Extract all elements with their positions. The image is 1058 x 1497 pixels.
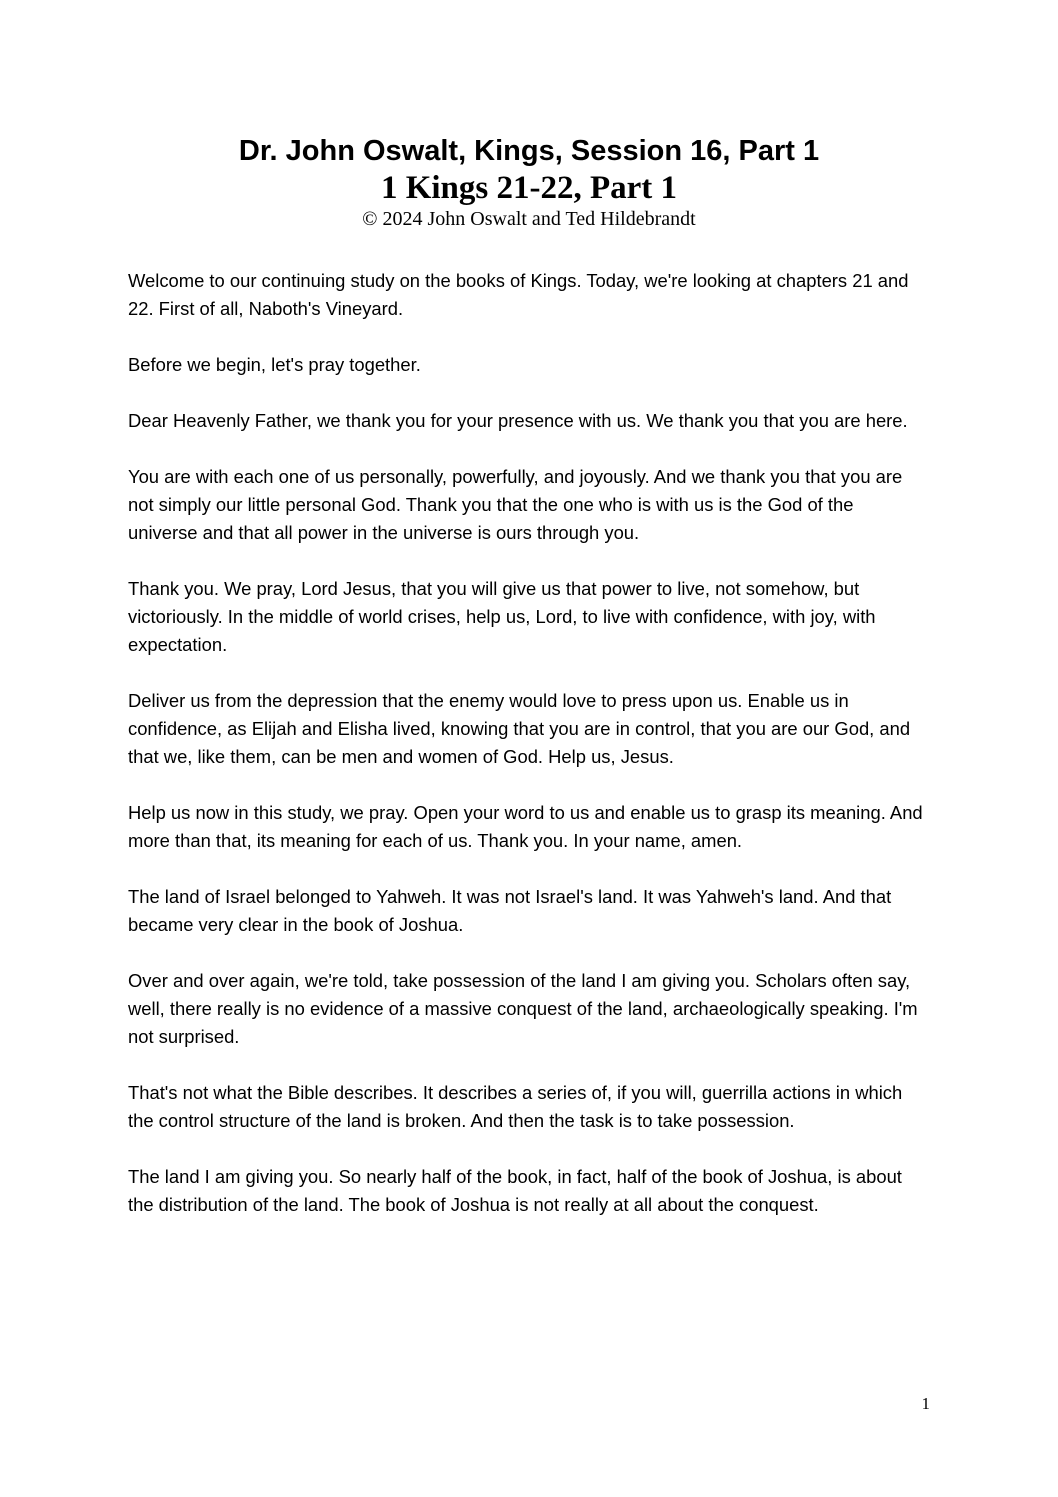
paragraph: Dear Heavenly Father, we thank you for your presence with us. We thank you that you are here. [128,410,908,431]
paragraph: You are with each one of us personally, powerfully, and joyously. And we thank you that you are not simply our little personal God. Thank you that the one who is with us is the God of the universe and that all power in the universe is ours through you. [128,466,903,543]
document-title: Dr. John Oswalt, Kings, Session 16, Part 1 [238,135,820,167]
paragraph: Before we begin, let's pray together. [128,354,421,375]
copyright-notice: © 2024 John Oswalt and Ted Hildebrandt [362,208,696,230]
paragraph: Over and over again, we're told, take possession of the land I am giving you. Scholars often say, well, there really is no evidence of a massive conquest of the land, archaeologically speaking. I'm not surprised. [128,970,918,1047]
page-number: 1 [921,1394,930,1413]
paragraph: Deliver us from the depression that the enemy would love to press upon us. Enable us in confidence, as Elijah and Elisha lived, knowing that you are in control, that you are our God, and that we, like them, can be men and women of God. Help us, Jesus. [128,690,911,767]
paragraph: Thank you. We pray, Lord Jesus, that you will give us that power to live, not somehow, but victoriously. In the middle of world crises, help us, Lord, to live with confidence, with joy, with expectation. [128,578,876,655]
paragraph: Help us now in this study, we pray. Open your word to us and enable us to grasp its meaning. And more than that, its meaning for each of us. Thank you. In your name, amen. [128,802,923,851]
paragraph: The land I am giving you. So nearly half of the book, in fact, half of the book of Joshua, is about the distribution of the land. The book of Joshua is not really at all about the conquest. [128,1166,902,1215]
document-subtitle: 1 Kings 21-22, Part 1 [380,170,678,206]
paragraph: That's not what the Bible describes. It describes a series of, if you will, guerrilla actions in which the control structure of the land is broken. And then the task is to take possession. [128,1082,903,1131]
paragraph: Welcome to our continuing study on the books of Kings. Today, we're looking at chapters 21 and 22. First of all, Naboth's Vineyard. [128,270,909,319]
paragraph: The land of Israel belonged to Yahweh. It was not Israel's land. It was Yahweh's land. And that became very clear in the book of Joshua. [128,886,892,935]
document-header [0,133,1058,231]
document-body [128,267,928,1247]
